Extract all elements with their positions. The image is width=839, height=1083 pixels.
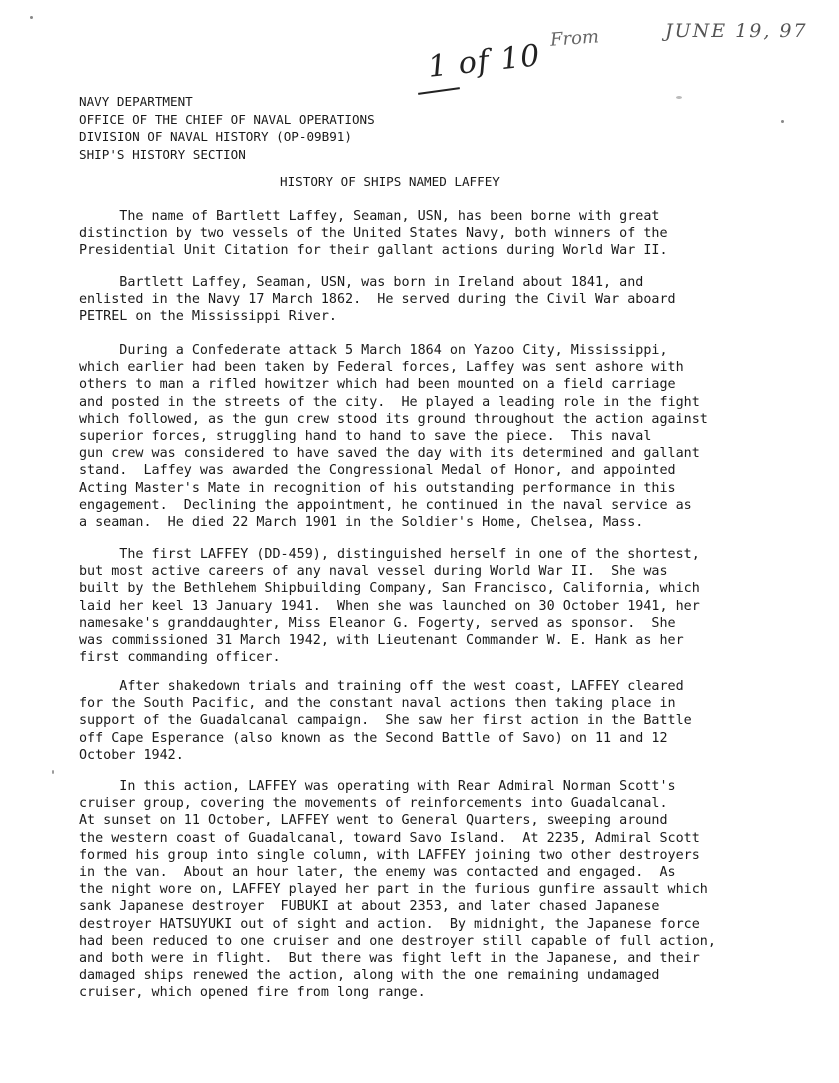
paragraph-first-laffey: The first LAFFEY (DD-459), distinguished herself in one of the shortest, but most active careers of any naval vessel during World War II. She was built by the Bethlehem Shipbuilding Company, San Francisco, California, which laid her keel 13 January 1941. When she was launched on 30 October 1941, her namesake's granddaughter, Miss Eleanor G. Fogerty, served as sponsor. She was commissioned 31 March 1942, with Lieutenant Commander W. E. Hank as her first commanding officer. [79, 547, 700, 666]
paragraph-shakedown: After shakedown trials and training off the west coast, LAFFEY cleared for the South Pacific, and the constant naval actions then taking place in support of the Guadalcanal campaign. She saw her first action in the Battle off Cape Esperance (also known as the Second Battle of Savo) on 11 and 12 October 1942. [79, 679, 692, 763]
paragraph-yazoo-city-action: During a Confederate attack 5 March 1864 on Yazoo City, Mississippi, which earlier had been taken by Federal forces, Laffey was sent ashore with others to man a rifled howitzer which had been mounted on a field carriage and posted in the streets of the city. He played a leading role in the fight which followed, as the gun crew stood its ground throughout the action against superior forces, struggling hand to hand to save the piece. This naval gun crew was considered to have saved the day with its determined and gallant stand. Laffey was awarded the Congressional Medal of Honor, and appointed Acting Master's Mate in recognition of his outstanding performance in this engagement. Declining the appointment, he continued in the naval service as a seaman. He died 22 March 1901 in the Soldier's Home, Chelsea, Mass. [79, 343, 708, 531]
scan-speck [52, 770, 54, 774]
header-line-office: OFFICE OF THE CHIEF OF NAVAL OPERATIONS [79, 111, 375, 127]
header-line-division: DIVISION OF NAVAL HISTORY (OP-09B91) [79, 129, 352, 145]
scan-speck [676, 96, 682, 99]
office-header [79, 93, 375, 163]
scan-speck [30, 16, 33, 19]
paragraph-cape-esperance: In this action, LAFFEY was operating with Rear Admiral Norman Scott's cruiser group, covering the movements of reinforcements into Guadalcanal. At sunset on 11 October, LAFFEY went to General Quarters, sweeping around the western coast of Guadalcanal, toward Savo Island. At 2235, Admiral Scott formed his group into single column, with LAFFEY joining two other destroyers in the van. About an hour later, the enemy was contacted and engaged. As the night wore on, LAFFEY played her part in the furious gunfire assault which sank Japanese destroyer FUBUKI at about 2353, and later chased Japanese destroyer HATSUYUKI out of sight and action. By midnight, the Japanese force had been reduced to one cruiser and one destroyer still capable of full action, and both were in flight. But there was fight left in the Japanese, and their damaged ships renewed the action, along with the one remaining undamaged cruiser, which opened fire from long range. [79, 779, 716, 1001]
header-line-department: NAVY DEPARTMENT [79, 94, 193, 109]
handwritten-page-number: 1 of 10 [426, 38, 543, 85]
header-line-section: SHIP'S HISTORY SECTION [79, 146, 246, 162]
paragraph-namesake-intro: The name of Bartlett Laffey, Seaman, USN, has been borne with great distinction by two vessels of the United States Navy, both winners of the Presidential Unit Citation for their gallant actions during World War II. [79, 209, 668, 259]
handwritten-from-note: From [549, 26, 600, 51]
document-title: HISTORY OF SHIPS NAMED LAFFEY [280, 174, 500, 189]
handwritten-underline [418, 87, 460, 95]
paragraph-laffey-biography: Bartlett Laffey, Seaman, USN, was born in Ireland about 1841, and enlisted in the Navy 17 March 1862. He served during the Civil War aboard PETREL on the Mississippi River. [79, 275, 676, 325]
scan-speck [781, 120, 784, 123]
handwritten-date-note: JUNE 19, 97 [665, 20, 808, 42]
